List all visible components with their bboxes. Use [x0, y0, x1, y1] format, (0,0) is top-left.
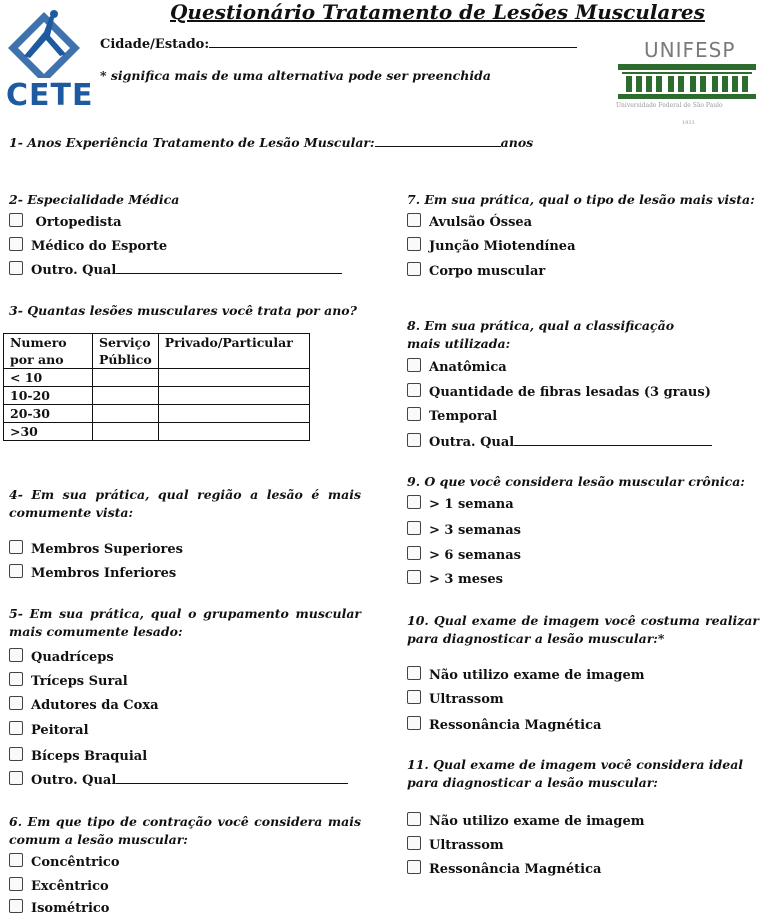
option-label: > 3 semanas	[429, 523, 521, 538]
option-outro[interactable]	[9, 261, 342, 281]
checkbox[interactable]	[407, 213, 421, 227]
option-label: Ultrassom	[429, 838, 504, 853]
option-medico-do-esporte[interactable]	[9, 237, 167, 257]
option-1-semana[interactable]	[407, 495, 514, 515]
checkbox[interactable]	[9, 237, 23, 251]
option-quadriceps[interactable]	[9, 648, 114, 668]
question-3-label: 3- Quantas lesões musculares você trata por ano?	[9, 303, 357, 318]
cidade-estado-field[interactable]	[100, 37, 577, 52]
header-servico-publico: Serviço Público	[93, 334, 159, 369]
option-quantidade-de-fibras[interactable]	[407, 383, 711, 403]
option-label: Bíceps Braquial	[31, 749, 148, 764]
checkbox[interactable]	[9, 853, 23, 867]
checkbox[interactable]	[9, 721, 23, 735]
option-label: Outra. Qual	[429, 435, 515, 450]
cidade-estado-label: Cidade/Estado:	[100, 37, 210, 52]
option-corpo-muscular[interactable]	[407, 262, 545, 282]
option-label: Médico do Esporte	[31, 239, 168, 254]
cell-publico[interactable]	[93, 423, 159, 441]
checkbox[interactable]	[407, 433, 421, 447]
option-label: Quadríceps	[31, 650, 114, 665]
option-ressonancia-magnetica[interactable]	[407, 716, 601, 736]
option-label: Concêntrico	[31, 855, 120, 870]
option-label: Avulsão Óssea	[429, 215, 533, 230]
checkbox[interactable]	[407, 495, 421, 509]
question-7-label: 7. Em sua prática, qual o tipo de lesão mais vista:	[407, 192, 755, 207]
unifesp-logo-subtitle: Universidade Federal de São Paulo	[616, 102, 723, 109]
checkbox[interactable]	[9, 564, 23, 578]
checkbox[interactable]	[407, 546, 421, 560]
option-label: > 1 semana	[429, 497, 514, 512]
question-11-label: 11. Qual exame de imagem você considera ideal para diagnosticar a lesão muscular:	[407, 757, 744, 790]
option-label: Temporal	[429, 409, 498, 424]
checkbox[interactable]	[407, 690, 421, 704]
option-label: Outro. Qual	[31, 263, 117, 278]
question-1-label: 1- Anos Experiência Tratamento de Lesão Muscular:	[9, 135, 375, 150]
checkbox[interactable]	[9, 696, 23, 710]
row-label: 20-30	[4, 405, 93, 423]
option-temporal[interactable]	[407, 407, 497, 427]
option-label: Tríceps Sural	[31, 674, 128, 689]
option-label: Membros Superiores	[31, 542, 183, 557]
option-label: Ressonância Magnética	[429, 718, 602, 733]
option-isometrico[interactable]	[9, 899, 109, 919]
question-1	[9, 135, 533, 150]
checkbox[interactable]	[407, 836, 421, 850]
option-label: Corpo muscular	[429, 264, 546, 279]
question-10-label: 10. Qual exame de imagem você costuma realizar para diagnosticar a lesão muscular:*	[407, 613, 759, 646]
row-label: >30	[4, 423, 93, 441]
option-nao-utilizo-exame[interactable]	[407, 666, 644, 686]
checkbox[interactable]	[407, 860, 421, 874]
instructions-note: * significa mais de uma alternativa pode ser preenchida	[100, 68, 491, 83]
table-row	[4, 387, 310, 405]
option-label: Não utilizo exame de imagem	[429, 668, 645, 683]
question-8-label: 8. Em sua prática, qual a classificação mais utilizada:	[407, 318, 675, 351]
row-label: < 10	[4, 369, 93, 387]
question-5-label: 5- Em sua prática, qual o grupamento muscular mais comumente lesado:	[9, 606, 361, 639]
cidade-estado-line[interactable]	[209, 47, 577, 48]
option-outra[interactable]	[407, 433, 712, 453]
checkbox[interactable]	[407, 521, 421, 535]
swimmer-icon	[4, 6, 88, 78]
option-3-meses[interactable]	[407, 570, 503, 590]
option-excentrico[interactable]	[9, 877, 109, 897]
checkbox[interactable]	[9, 261, 23, 275]
injuries-per-year-table	[3, 333, 310, 441]
page-title: Questionário Tratamento de Lesões Musculares	[170, 0, 705, 24]
option-label: Ortopedista	[31, 215, 122, 230]
checkbox[interactable]	[9, 648, 23, 662]
option-label: Excêntrico	[31, 879, 109, 894]
cell-privado[interactable]	[158, 369, 309, 387]
checkbox[interactable]	[9, 672, 23, 686]
cete-logo	[4, 6, 94, 116]
option-6-semanas[interactable]	[407, 546, 521, 566]
checkbox[interactable]	[9, 540, 23, 554]
cell-publico[interactable]	[93, 369, 159, 387]
option-label: Ressonância Magnética	[429, 862, 602, 877]
checkbox[interactable]	[407, 358, 421, 372]
question-2-label: 2- Especialidade Médica	[9, 192, 180, 207]
option-peitoral[interactable]	[9, 721, 89, 741]
unifesp-logo	[612, 38, 762, 130]
outro-input-line[interactable]	[116, 783, 348, 784]
cete-logo-text: CETE	[6, 78, 94, 113]
option-biceps-braquial[interactable]	[9, 747, 147, 767]
checkbox[interactable]	[407, 812, 421, 826]
option-label: Não utilizo exame de imagem	[429, 814, 645, 829]
option-label: Quantidade de fibras lesadas (3 graus)	[429, 385, 711, 400]
checkbox[interactable]	[9, 747, 23, 761]
header-privado: Privado/Particular	[158, 334, 309, 369]
table-row	[4, 423, 310, 441]
option-outro[interactable]	[9, 771, 348, 791]
option-concentrico[interactable]	[9, 853, 120, 873]
option-label: Membros Inferiores	[31, 566, 177, 581]
option-membros-superiores[interactable]	[9, 540, 183, 560]
checkbox[interactable]	[9, 213, 23, 227]
outro-input-line[interactable]	[116, 273, 342, 274]
checkbox[interactable]	[9, 877, 23, 891]
checkbox[interactable]	[407, 383, 421, 397]
option-label: Junção Miotendínea	[429, 239, 576, 254]
checkbox[interactable]	[407, 237, 421, 251]
cell-privado[interactable]	[158, 387, 309, 405]
row-label: 10-20	[4, 387, 93, 405]
question-4-label: 4- Em sua prática, qual região a lesão é mais comumente vista:	[9, 487, 361, 520]
option-label: Isométrico	[31, 901, 110, 916]
table-header-row	[4, 334, 310, 369]
option-3-semanas[interactable]	[407, 521, 521, 541]
checkbox[interactable]	[9, 899, 23, 913]
checkbox[interactable]	[9, 771, 23, 785]
option-triceps-sural[interactable]	[9, 672, 128, 692]
unifesp-logo-year: 1933	[682, 120, 695, 126]
option-juncao-miotendinea[interactable]	[407, 237, 576, 257]
option-label: > 3 meses	[429, 572, 503, 587]
checkbox[interactable]	[407, 716, 421, 730]
outra-input-line[interactable]	[514, 445, 712, 446]
checkbox[interactable]	[407, 407, 421, 421]
building-icon	[612, 56, 762, 104]
cell-publico[interactable]	[93, 405, 159, 423]
cell-publico[interactable]	[93, 387, 159, 405]
checkbox[interactable]	[407, 666, 421, 680]
question-6-label: 6. Em que tipo de contração você considera mais comum a lesão muscular:	[9, 814, 361, 847]
years-input-line[interactable]	[375, 146, 501, 147]
unifesp-logo-name: UNIFESP	[644, 38, 736, 62]
option-ultrassom[interactable]	[407, 836, 504, 856]
option-anatomica[interactable]	[407, 358, 507, 378]
option-nao-utilizo-exame[interactable]	[407, 812, 644, 832]
table-row	[4, 405, 310, 423]
option-label: Adutores da Coxa	[31, 698, 159, 713]
option-ultrassom[interactable]	[407, 690, 504, 710]
header-numero: Numero por ano	[4, 334, 93, 369]
checkbox[interactable]	[407, 262, 421, 276]
option-label: Anatômica	[429, 360, 507, 375]
option-ortopedista[interactable]	[9, 213, 122, 233]
option-membros-inferiores[interactable]	[9, 564, 176, 584]
option-label: Ultrassom	[429, 692, 504, 707]
option-label: Peitoral	[31, 723, 89, 738]
question-1-suffix: anos	[500, 135, 534, 150]
option-ressonancia-magnetica[interactable]	[407, 860, 601, 880]
cell-privado[interactable]	[158, 423, 309, 441]
question-9-label: 9. O que você considera lesão muscular crônica:	[407, 474, 745, 489]
option-label: > 6 semanas	[429, 548, 521, 563]
option-avulsao-ossea[interactable]	[407, 213, 532, 233]
option-label: Outro. Qual	[31, 773, 117, 788]
checkbox[interactable]	[407, 570, 421, 584]
option-adutores-da-coxa[interactable]	[9, 696, 159, 716]
cell-privado[interactable]	[158, 405, 309, 423]
table-row	[4, 369, 310, 387]
